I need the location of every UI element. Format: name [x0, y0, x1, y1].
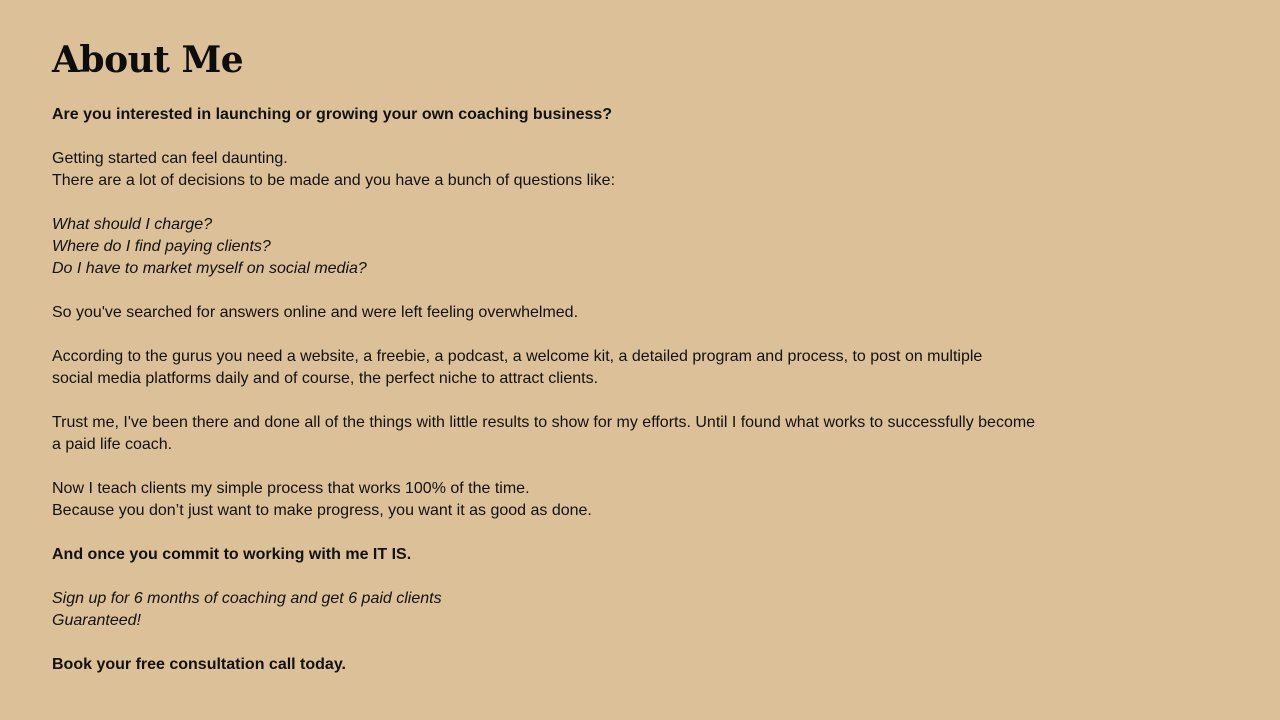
trust-paragraph	[52, 412, 1142, 456]
gurus-line-2: social media platforms daily and of course, the perfect niche to attract clients.	[52, 370, 599, 387]
question-item: Do I have to market myself on social media?	[52, 260, 367, 277]
teach-paragraph	[52, 478, 1142, 522]
cta-text: Book your free consultation call today.	[52, 656, 346, 673]
gurus-paragraph	[52, 346, 1142, 390]
commit-text: And once you commit to working with me IT IS.	[52, 546, 412, 563]
teach-line-1: Now I teach clients my simple process that works 100% of the time.	[52, 480, 530, 497]
teach-line-2: Because you don’t just want to make progress, you want it as good as done.	[52, 502, 592, 519]
trust-line-1: Trust me, I've been there and done all of the things with little results to show for my efforts. Until I found what works to successfully become	[52, 414, 1036, 431]
gurus-line-1: According to the gurus you need a website, a freebie, a podcast, a welcome kit, a detailed program and process, to post on multiple	[52, 348, 983, 365]
trust-line-2: a paid life coach.	[52, 436, 173, 453]
offer-paragraph	[52, 588, 1142, 632]
getting-started-line-2: There are a lot of decisions to be made and you have a bunch of questions like:	[52, 172, 616, 189]
commit-paragraph	[52, 544, 1142, 566]
offer-line-1: Sign up for 6 months of coaching and get 6 paid clients	[52, 590, 442, 607]
cta-paragraph	[52, 654, 1142, 676]
question-item: Where do I find paying clients?	[52, 238, 271, 255]
getting-started-line-1: Getting started can feel daunting.	[52, 150, 288, 167]
page-title: About Me	[52, 39, 244, 81]
searched-text: So you've searched for answers online and were left feeling overwhelmed.	[52, 304, 579, 321]
questions-list	[52, 214, 1142, 280]
about-body	[52, 104, 1142, 698]
getting-started-paragraph	[52, 148, 1142, 192]
searched-paragraph	[52, 302, 1142, 324]
question-item: What should I charge?	[52, 216, 213, 233]
intro-question-text: Are you interested in launching or growing your own coaching business?	[52, 106, 613, 123]
offer-line-2: Guaranteed!	[52, 612, 141, 629]
intro-question	[52, 104, 1142, 126]
